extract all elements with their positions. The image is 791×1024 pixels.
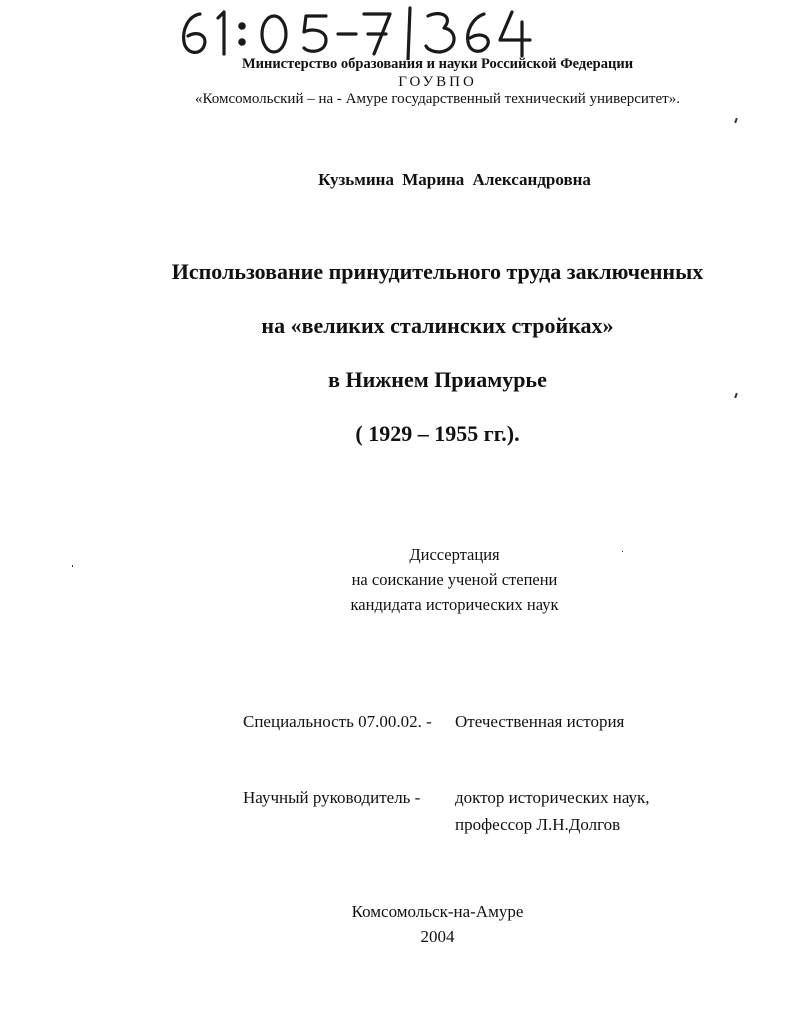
city: Комсомольск-на-Амуре [351, 902, 524, 921]
thesis-title-line-3: в Нижнем Приамурье [328, 367, 547, 392]
supervisor-degree: доктор исторических наук, [455, 788, 650, 807]
supervisor-label: Научный руководитель - [243, 788, 421, 807]
scan-speck [72, 565, 73, 567]
scan-speck [734, 393, 738, 398]
specialty-value: Отечественная история [455, 712, 625, 731]
degree-name: кандидата исторических наук [350, 595, 559, 614]
institution-type: ГОУВПО [398, 74, 477, 90]
scan-speck [734, 118, 738, 123]
year: 2004 [420, 927, 455, 946]
handwritten-shelfmark [178, 4, 558, 60]
thesis-title-line-1: Использование принудительного труда заключенных [171, 259, 704, 284]
thesis-title-line-2: на «великих сталинских стройках» [261, 313, 614, 338]
document-type: Диссертация [409, 545, 500, 564]
degree-purpose: на соискание ученой степени [351, 570, 558, 589]
university-name: «Комсомольский – на - Амуре государственный технический университет». [195, 91, 680, 107]
specialty-label: Специальность 07.00.02. - [243, 712, 432, 731]
ministry-name: Министерство образования и науки Российской Федерации [241, 56, 634, 72]
supervisor-name: профессор Л.Н.Долгов [455, 815, 621, 834]
scan-speck [622, 551, 623, 552]
thesis-title-years: ( 1929 – 1955 гг.). [355, 421, 520, 446]
author-name: Кузьмина Марина Александровна [318, 170, 591, 189]
